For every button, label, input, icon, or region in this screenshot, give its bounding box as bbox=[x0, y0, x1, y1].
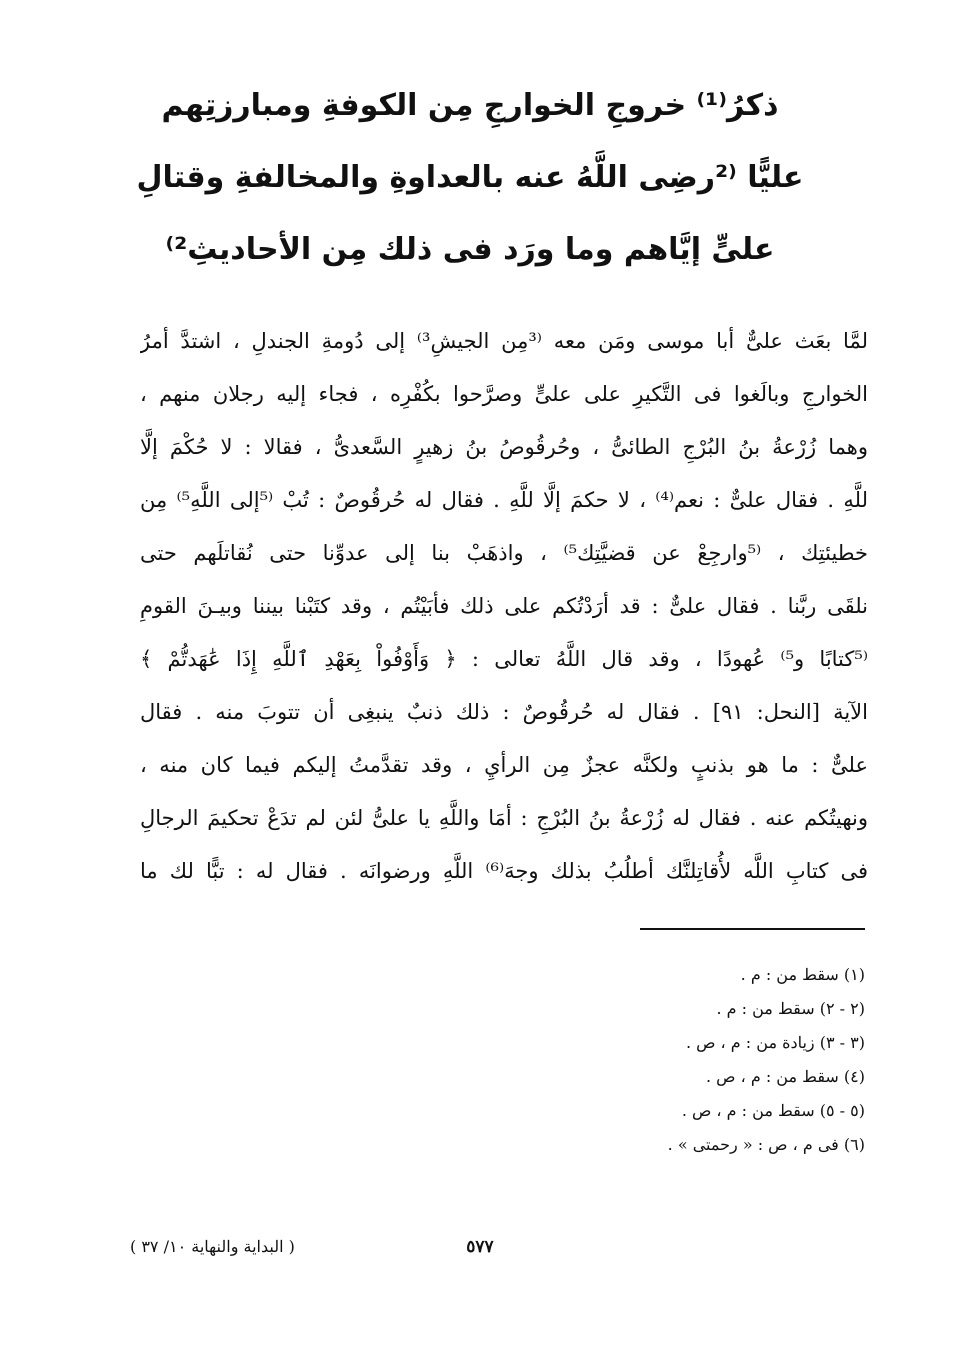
footnote: (٣ - ٣) زيادة من : م ، ص . bbox=[685, 1033, 865, 1052]
body-line: ⁽⁵كتابًا و⁵⁾ عُهودًا ، وقد قال اللَّهُ تعالى : ﴿ وَأَوْفُواْ بِعَهْدِ ٱللَّهِ إِذَا عَٰهَدتُّمْ ﴾ bbox=[140, 647, 868, 671]
source-reference: ( البداية والنهاية ١٠/ ٣٧ ) bbox=[130, 1237, 295, 1256]
body-line: الآية [النحل: ٩١] . فقال له حُرقُوصٌ : ذلك ذنبٌ ينبغِى أن تتوبَ منه . فقال bbox=[140, 700, 868, 724]
body-line: الخوارجِ وبالَغوا فى التَّكيرِ على علىٍّ وصرَّحوا بكُفْرِه ، فجاء إليه رجلان منهم ، bbox=[140, 382, 868, 406]
chapter-heading bbox=[120, 70, 820, 286]
body-line: نلقَى ربَّنا . فقال علىٌّ : قد أرَدْتُكم على ذلك فأبَيْتُم ، وقد كتَبْنا بيننا وبيـنَ القومِ bbox=[140, 594, 868, 618]
body-paragraph bbox=[140, 315, 868, 898]
body-line: للَّهِ . فقال علىٌّ : نعم⁽⁴⁾ ، لا حكمَ إلَّا للَّهِ . فقال له حُرقُوصٌ : تُبْ ⁽⁵إلى اللَّهِ⁵⁾ مِن bbox=[140, 488, 868, 512]
footnotes bbox=[420, 958, 865, 1162]
heading-line: عليًّا ⁽²رضِى اللَّهُ عنه بالعداوةِ والمخالفةِ وقتالِ bbox=[136, 160, 804, 195]
footnote: (٦) فى م ، ص : « رحمتى » . bbox=[667, 1135, 865, 1154]
body-line: فى كتابِ اللَّه لأُقاتِلنَّك أطلُبُ بذلك وجهَ⁽⁶⁾ اللَّهِ ورضوانَه . فقال له : تبًّا لك ما bbox=[140, 859, 868, 883]
page-number: ٥٧٧ bbox=[466, 1237, 494, 1257]
body-line: علىٌّ : ما هو بذنبٍ ولكنَّه عجزٌ مِن الرأيِ ، وقد تقدَّمتُ إليكم فيما كان منه ، bbox=[140, 753, 868, 777]
heading-line: علىٍّ إيَّاهم وما ورَد فى ذلك مِن الأحاديثِ²⁾ bbox=[165, 232, 775, 267]
body-line: لمَّا بعَث علىٌّ أبا موسى ومَن معه ⁽³مِن الجيشِ³⁾ إلى دُومةِ الجندلِ ، اشتدَّ أمرُ bbox=[140, 329, 868, 353]
body-line: وهما زُرْعةُ بنُ البُرْجِ الطائىُّ ، وحُرقُوصُ بنُ زهيرٍ السَّعدىُّ ، فقالا : لا حُكْمَ إلَّا bbox=[140, 435, 868, 459]
heading-line: ذكرُ⁽¹⁾ خروجِ الخوارجِ مِن الكوفةِ ومبارزتِهم bbox=[161, 88, 779, 123]
footnote: (١) سقط من : م . bbox=[740, 965, 865, 984]
footnote: (٥ - ٥) سقط من : م ، ص . bbox=[681, 1101, 865, 1120]
footnote: (٤) سقط من : م ، ص . bbox=[705, 1067, 865, 1086]
body-line: ونهيتُكم عنه . فقال له زُرْعةُ بنُ البُرْجِ : أمَا واللَّهِ يا علىُّ لئن لم تدَعْ تحكيمَ الرجالِ bbox=[140, 806, 868, 830]
footnote-divider bbox=[640, 928, 865, 930]
body-line: خطيئتِك ، ⁽⁵وارجِعْ عن قضيَّتِك⁵⁾ ، واذهَبْ بنا إلى عدوِّنا حتى نُقاتلَهم حتى bbox=[140, 541, 868, 565]
footnote: (٢ - ٢) سقط من : م . bbox=[716, 999, 865, 1018]
